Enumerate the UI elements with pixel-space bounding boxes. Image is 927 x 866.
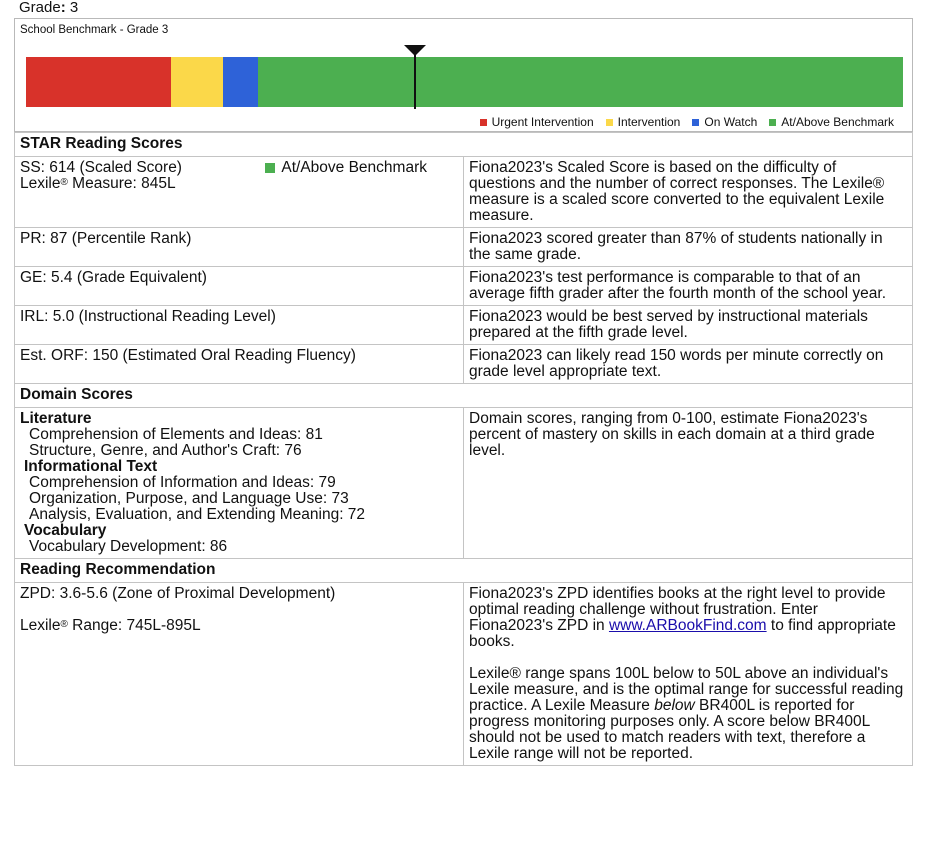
legend-label: On Watch [704,115,758,129]
zpd-description: Fiona2023's ZPD identifies books at the right level to provide optimal reading challenge without frustration. Enter Fiona2023's ZPD in www.ARBookFind.com to find appropriate books. [469,585,896,650]
benchmark-status-label: At/Above Benchmark [281,159,427,176]
recommendation-heading: Reading Recommendation [15,559,913,583]
legend-label: At/Above Benchmark [781,115,894,129]
benchmark-legend [480,115,894,129]
legend-item [769,115,894,129]
zpd-value: ZPD: 3.6-5.6 (Zone of Proximal Development) [20,585,336,602]
table-row [15,306,913,345]
domain-item: Analysis, Evaluation, and Extending Meaning: 72 [29,506,366,523]
arbookfind-link[interactable]: www.ARBookFind.com [608,617,767,634]
orf-description: Fiona2023 can likely read 150 words per minute correctly on grade level appropriate text. [464,345,913,384]
benchmark-title: School Benchmark - Grade 3 [20,24,169,36]
grade-value: 3 [69,0,79,16]
ge-value: GE: 5.4 (Grade Equivalent) [15,267,464,306]
table-row [15,583,913,766]
legend-item [480,115,594,129]
domain-literature: Literature [20,410,92,427]
benchmark-bar [26,57,903,107]
domain-heading: Domain Scores [15,384,913,408]
legend-swatch [480,119,487,126]
grade-label: Grade [19,0,61,16]
domain-item: Vocabulary Development: 86 [29,538,228,555]
domain-vocabulary: Vocabulary [24,522,107,539]
legend-label: Intervention [617,115,681,129]
domain-description: Domain scores, ranging from 0-100, estimate Fiona2023's percent of mastery on skills in each domain at a third grade level. [464,408,913,559]
benchmark-panel [14,18,913,132]
domain-item: Organization, Purpose, and Language Use: 73 [29,490,349,507]
table-row [15,157,913,228]
legend-swatch [769,119,776,126]
domain-scores-list [15,408,464,559]
benchmark-status-swatch [265,163,275,173]
grade-line: Grade: 3 [19,0,79,16]
irl-description: Fiona2023 would be best served by instructional materials prepared at the fifth grade level. [464,306,913,345]
table-row [15,408,913,559]
benchmark-segment-at-above-benchmark [258,57,903,107]
lexile-range: Lexile® Range: 745L-895L [20,617,201,634]
legend-item [606,115,681,129]
report-table [14,132,913,766]
benchmark-segment-intervention [171,57,224,107]
table-row [15,345,913,384]
domain-item: Comprehension of Information and Ideas: 79 [29,474,336,491]
star-heading: STAR Reading Scores [15,133,913,157]
benchmark-segment-on-watch [223,57,258,107]
benchmark-segment-urgent-intervention [26,57,171,107]
benchmark-status [265,160,427,176]
legend-label: Urgent Intervention [491,115,594,129]
pr-value: PR: 87 (Percentile Rank) [15,228,464,267]
lexile-measure: Lexile® Measure: 845L [20,175,176,192]
legend-swatch [692,119,699,126]
table-row [15,267,913,306]
ge-description: Fiona2023's test performance is comparable to that of an average fifth grader after the fourth month of the school year. [464,267,913,306]
domain-item: Comprehension of Elements and Ideas: 81 [29,426,323,443]
ss-description: Fiona2023's Scaled Score is based on the difficulty of questions and the number of correct responses. The Lexile® measure is a scaled score converted to the equivalent Lexile measure. [464,157,913,228]
table-row [15,228,913,267]
score-marker-line [414,53,416,109]
pr-description: Fiona2023 scored greater than 87% of students nationally in the same grade. [464,228,913,267]
legend-item [692,115,757,129]
legend-swatch [606,119,613,126]
irl-value: IRL: 5.0 (Instructional Reading Level) [15,306,464,345]
orf-value: Est. ORF: 150 (Estimated Oral Reading Fluency) [15,345,464,384]
domain-informational: Informational Text [24,458,158,475]
domain-item: Structure, Genre, and Author's Craft: 76 [29,442,302,459]
lexile-description: Lexile® range spans 100L below to 50L above an individual's Lexile measure, and is the optimal range for successful reading practice. A Lexile Measure below BR400L is reported for progress monitoring purposes only. A score below BR400L should not be used to match readers with text, therefore a Lexile range will not be reported. [469,665,904,762]
ss-value: SS: 614 (Scaled Score) [20,159,182,176]
